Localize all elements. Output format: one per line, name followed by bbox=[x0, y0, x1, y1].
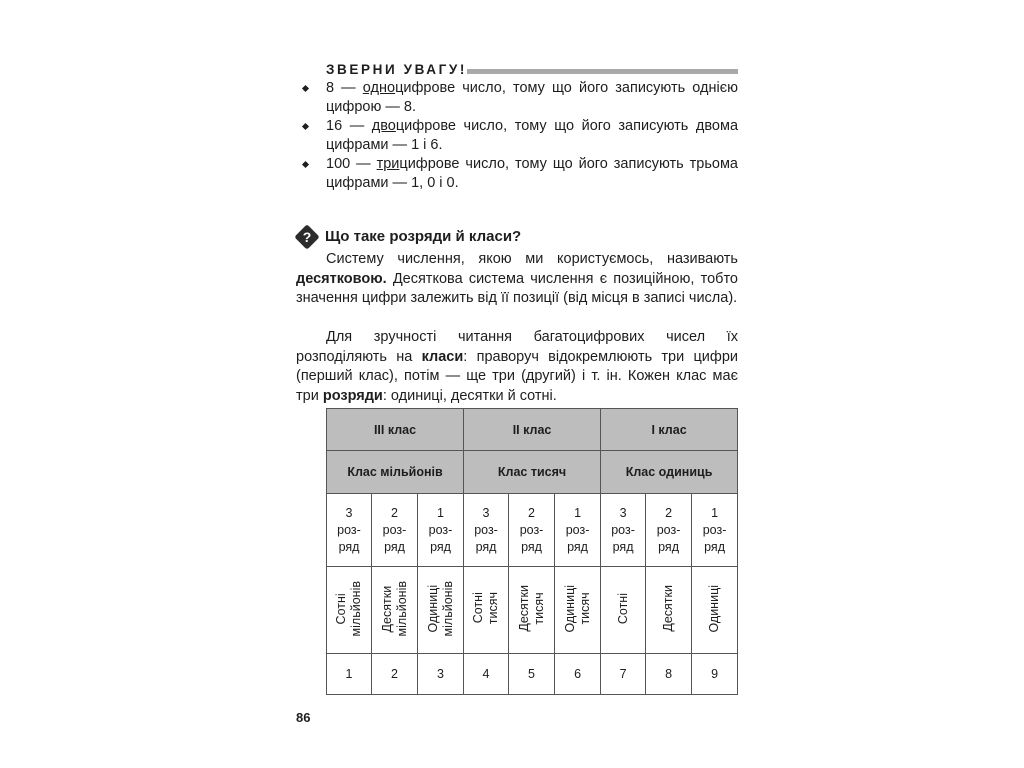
list-item: 100 — трицифрове число, тому що його записують трьома цифрами — 1, 0 і 0. bbox=[302, 155, 738, 193]
position-cell: 4 bbox=[464, 654, 509, 695]
list-item: 8 — одноцифрове число, тому що його записують однією цифрою — 8. bbox=[302, 79, 738, 117]
position-cell: 8 bbox=[646, 654, 692, 695]
rank-cell: 2 роз- ряд bbox=[509, 494, 555, 567]
rank-cell: 3 роз- ряд bbox=[464, 494, 509, 567]
attention-header bbox=[326, 61, 738, 79]
rank-cell: 1 роз- ряд bbox=[692, 494, 738, 567]
position-cell: 5 bbox=[509, 654, 555, 695]
class-name-cell: Клас одиниць bbox=[601, 451, 738, 494]
rank-cell: 3 роз- ряд bbox=[601, 494, 646, 567]
class-header-cell: II клас bbox=[464, 409, 601, 451]
rank-name-cell: Десятки bbox=[646, 567, 692, 654]
rank-name-cell: Десятки мільйонів bbox=[372, 567, 418, 654]
table-row bbox=[327, 654, 738, 695]
underlined-prefix: дво bbox=[371, 118, 396, 134]
bullet-diamond-icon bbox=[302, 123, 309, 130]
attention-title: ЗВЕРНИ УВАГУ! bbox=[326, 62, 467, 77]
page-number: 86 bbox=[296, 710, 311, 725]
underlined-prefix: одно bbox=[362, 80, 396, 96]
paragraph-decimal-system: Систему числення, якою ми користуємось, називають десятковою. Десяткова система числення є позиційною, тобто значення цифри залежить від її позиції (від місця в записі числа). bbox=[296, 251, 738, 306]
underlined-prefix: три bbox=[376, 156, 400, 172]
class-header-cell: III клас bbox=[327, 409, 464, 451]
classes-table bbox=[326, 408, 738, 695]
bullet-diamond-icon bbox=[302, 85, 309, 92]
position-cell: 9 bbox=[692, 654, 738, 695]
position-cell: 3 bbox=[418, 654, 464, 695]
bullet-diamond-icon bbox=[302, 161, 309, 168]
attention-list bbox=[302, 79, 738, 193]
list-item: 16 — двоцифрове число, тому що його записують двома цифрами — 1 і 6. bbox=[302, 117, 738, 155]
rank-cell: 1 роз- ряд bbox=[555, 494, 601, 567]
class-name-cell: Клас мільйонів bbox=[327, 451, 464, 494]
rank-cell: 2 роз- ряд bbox=[646, 494, 692, 567]
paragraph-classes: Для зручності читання багатоцифрових чисел їх розподіляють на класи: праворуч відокремлюють три цифри (перший клас), потім — ще три (другий) і т. ін. Кожен клас має три розряди: одиниці, десятки й сотні. bbox=[296, 329, 738, 404]
rank-name-cell: Десятки тисяч bbox=[509, 567, 555, 654]
rank-name-cell: Одиниці bbox=[692, 567, 738, 654]
position-cell: 7 bbox=[601, 654, 646, 695]
section-title: Що таке розряди й класи? bbox=[325, 228, 522, 245]
rank-name-cell: Сотні тисяч bbox=[464, 567, 509, 654]
position-cell: 6 bbox=[555, 654, 601, 695]
class-header-cell: I клас bbox=[601, 409, 738, 451]
position-cell: 1 bbox=[327, 654, 372, 695]
rank-cell: 2 роз- ряд bbox=[372, 494, 418, 567]
question-diamond-icon bbox=[294, 224, 320, 250]
attention-rule bbox=[467, 69, 738, 74]
table-row bbox=[327, 451, 738, 494]
rank-name-cell: Сотні мільйонів bbox=[327, 567, 372, 654]
position-cell: 2 bbox=[372, 654, 418, 695]
table-row bbox=[327, 494, 738, 567]
svg-text:?: ? bbox=[302, 229, 312, 245]
rank-name-cell: Одиниці тисяч bbox=[555, 567, 601, 654]
rank-cell: 3 роз- ряд bbox=[327, 494, 372, 567]
rank-name-cell: Одиниці мільйонів bbox=[418, 567, 464, 654]
rank-name-cell: Сотні bbox=[601, 567, 646, 654]
class-name-cell: Клас тисяч bbox=[464, 451, 601, 494]
table-row bbox=[327, 409, 738, 451]
rank-cell: 1 роз- ряд bbox=[418, 494, 464, 567]
table-row bbox=[327, 567, 738, 654]
